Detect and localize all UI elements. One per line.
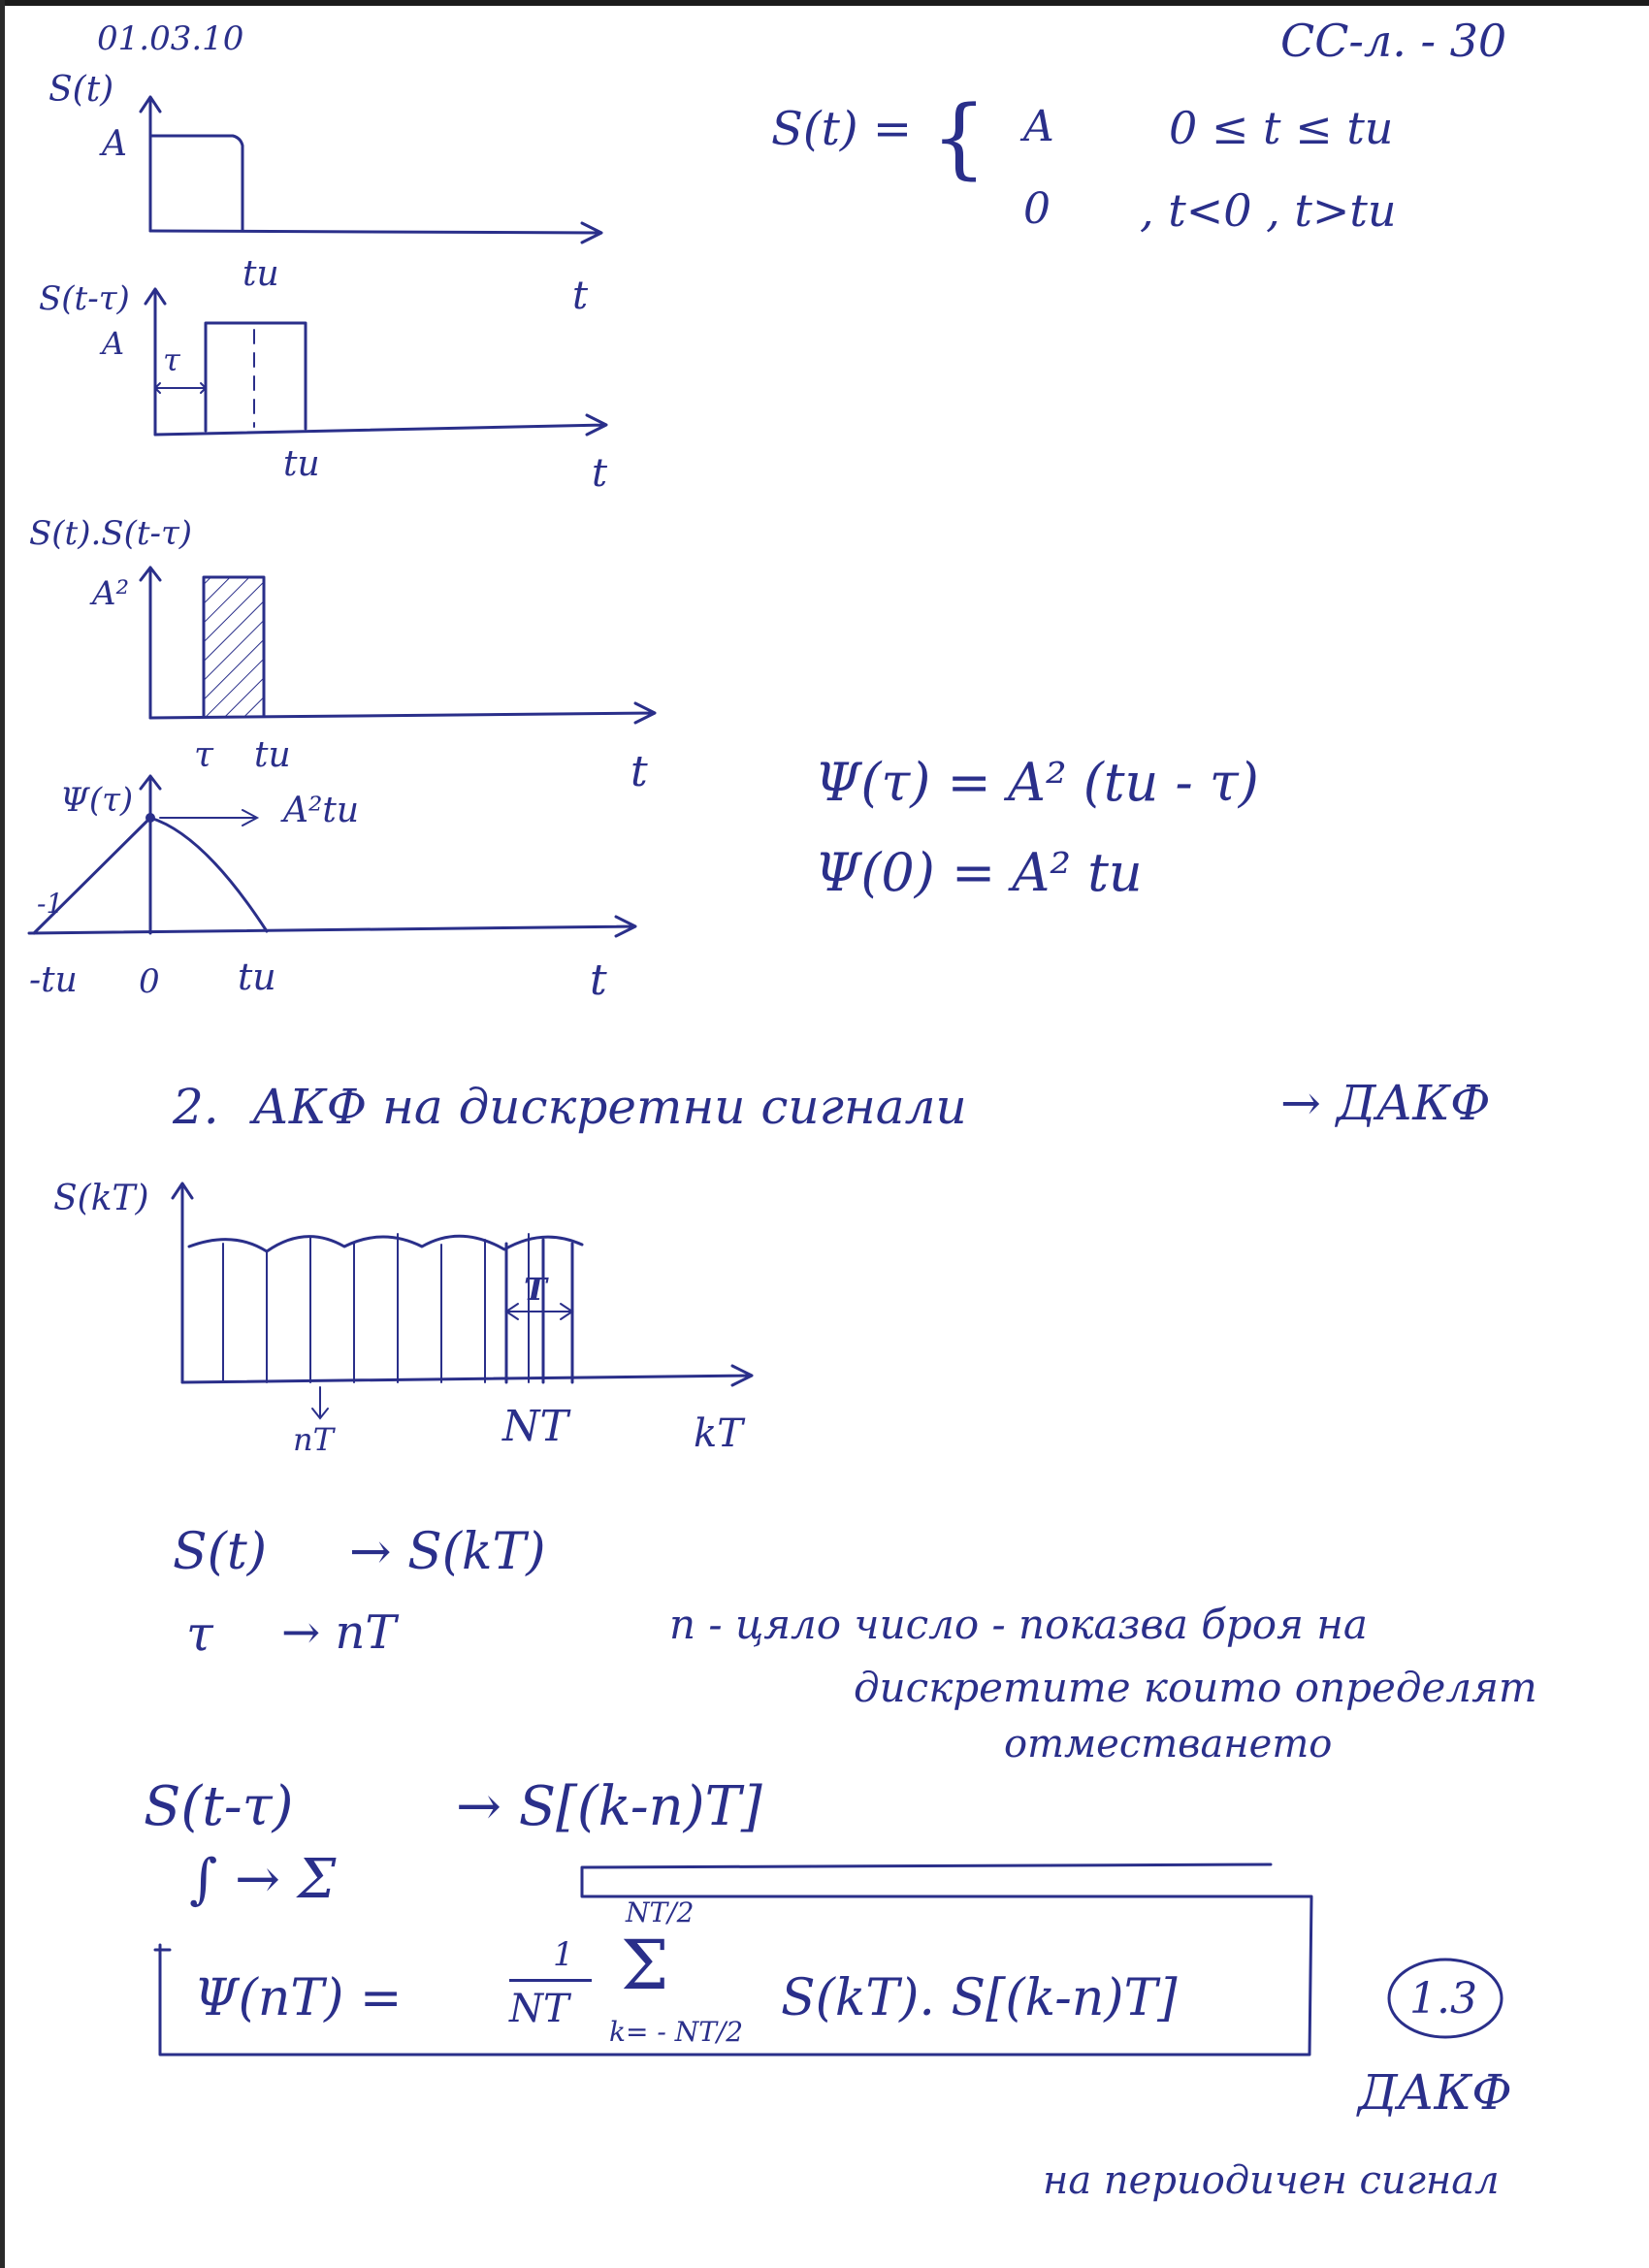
formula-signal-case2-cond: , t<0 , t>tи <box>1140 184 1397 237</box>
graph2-tau: τ <box>163 341 180 378</box>
mapping-row3-left: S(t-τ) <box>144 1775 294 1838</box>
graph3-product <box>204 577 264 716</box>
mapping-note-line2: дискретите които определят <box>854 1664 1537 1711</box>
graph5-xlabel: kT <box>694 1411 743 1456</box>
graph5-signal <box>189 1234 582 1418</box>
section2-number: 2. <box>173 1079 219 1135</box>
graph5-tick-N: NT <box>502 1402 568 1451</box>
mapping-row2-right: → nT <box>281 1605 397 1660</box>
formula-dakf-caption: на периодичен сигнал <box>1043 2158 1500 2203</box>
section2-result: → ДАКФ <box>1280 1075 1491 1131</box>
formula-signal-lhs: S(t) = <box>771 102 913 156</box>
graph4-left-mark: -1 <box>37 888 64 920</box>
mapping-row4: ∫ → Σ <box>189 1848 337 1911</box>
graph4-tick-zero: 0 <box>139 962 160 1001</box>
mapping-row3-right: → S[(k-n)T] <box>456 1775 762 1838</box>
graph5-period: T <box>524 1271 547 1308</box>
header-page-ref: CC-л. - 30 <box>1280 15 1507 67</box>
graph3-tick-tau: τ <box>194 735 213 775</box>
header-date: 01.03.10 <box>97 19 244 58</box>
formula-signal-case1-val: A <box>1023 102 1054 151</box>
formula-dakf-eq-number: 1.3 <box>1409 1974 1477 2024</box>
graph4-tick-pos: tи <box>238 956 276 998</box>
graph1-ylabel: S(t) <box>48 70 114 110</box>
formula-dakf-sum-lower: k= - NT/2 <box>609 2016 744 2048</box>
formula-dakf-lhs: Ψ(nT) = <box>194 1969 403 2027</box>
mapping-row2-left: τ <box>186 1605 213 1662</box>
graph1-level: A <box>102 124 127 164</box>
graph2-ylabel: S(t-τ) <box>39 279 130 318</box>
graph5-axes <box>173 1183 752 1385</box>
mapping-row1-right: → S(kT) <box>349 1523 546 1581</box>
formula-dakf-sum-upper: NT/2 <box>626 1896 695 1928</box>
formula-dakf-frac-den: NT <box>509 1987 569 2031</box>
graph4-peak: A²tи <box>283 791 360 830</box>
formula-psi-line2: Ψ(0) = A² tи <box>815 842 1143 903</box>
graph5-tick-n: nT <box>293 1421 334 1458</box>
graph2-xlabel: t <box>592 451 608 496</box>
graph2-tick: tи <box>283 444 320 484</box>
graph3-tick-ti: tи <box>254 735 291 775</box>
graph3-ylabel: S(t).S(t-τ) <box>29 514 193 553</box>
graph2-level: A <box>102 325 125 362</box>
mapping-note-line1: n - цяло число - показва броя на <box>669 1601 1368 1648</box>
formula-psi-line1: Ψ(τ) = A² (tи - τ) <box>815 752 1259 813</box>
formula-signal-case1-cond: 0 ≤ t ≤ tи <box>1169 102 1394 154</box>
graph1-tick: tи <box>242 254 279 294</box>
mapping-row1-left: S(t) <box>173 1523 268 1581</box>
formula-dakf-body: S(kT). S[(k-n)T] <box>781 1969 1178 2027</box>
graph1-xlabel: t <box>572 274 589 318</box>
graph4-xlabel: t <box>590 956 607 1005</box>
formula-dakf-label: ДАКФ <box>1358 2064 1512 2121</box>
formula-signal-case2-val: 0 <box>1023 184 1051 234</box>
graph5-ylabel: S(kT) <box>53 1179 149 1218</box>
graph1-axes <box>141 97 601 243</box>
graph3-xlabel: t <box>630 747 648 796</box>
graph4-tick-neg: -tи <box>29 960 78 1000</box>
graph2-axes <box>146 289 606 435</box>
graph4-ylabel: Ψ(τ) <box>60 781 134 820</box>
graph3-level: A² <box>92 574 130 613</box>
section2-title: АКФ на дискретни сигнали <box>252 1079 967 1135</box>
graph1-pulse <box>150 136 242 231</box>
formula-dakf-sigma: Σ <box>621 1926 669 2005</box>
mapping-note-line3: отместването <box>1004 1722 1333 1766</box>
formula-dakf-frac-bar <box>509 1979 592 1982</box>
formula-dakf-frac-num: 1 <box>553 1935 574 1974</box>
formula-signal-brace: { <box>931 87 987 189</box>
